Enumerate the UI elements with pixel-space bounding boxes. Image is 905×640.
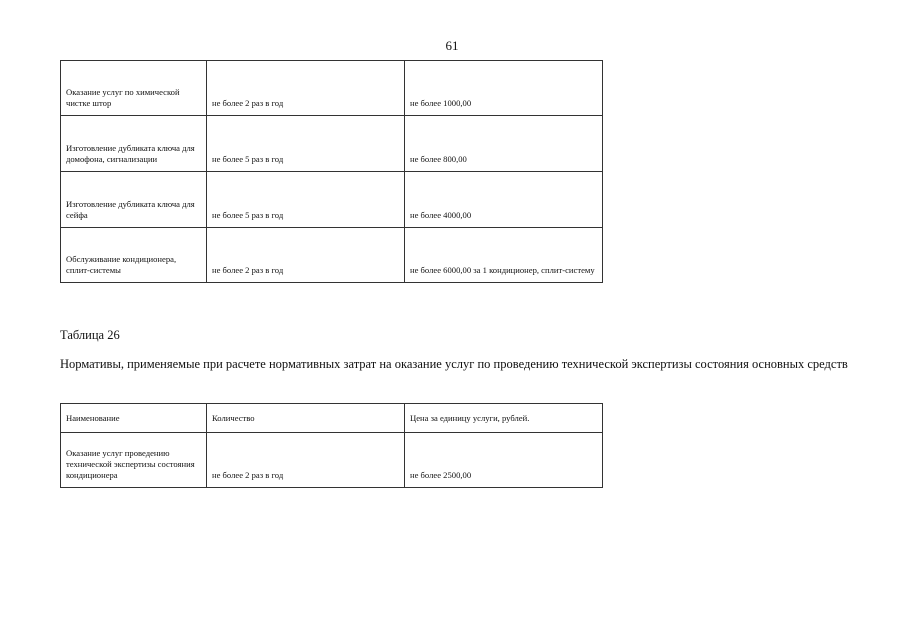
price-cell: не более 4000,00 [405,172,603,228]
service-name-cell: Оказание услуг по химической чистке штор [61,61,207,116]
services-table-continued [60,60,603,283]
price-cell: не более 2500,00 [405,433,603,488]
technical-expertise-table [60,403,603,488]
service-name-cell: Изготовление дубликата ключа для сейфа [61,172,207,228]
table-caption: Нормативы, применяемые при расчете нормативных затрат на оказание услуг по проведению технической экспертизы состояния основных средств [60,357,848,371]
service-name-cell: Обслуживание кондиционера, сплит-системы [61,228,207,283]
service-name-cell: Оказание услуг проведению технической экспертизы состояния кондиционера [61,433,207,488]
price-cell: не более 1000,00 [405,61,603,116]
header-price: Цена за единицу услуги, рублей. [405,404,603,433]
table-row [61,433,603,488]
quantity-cell: не более 2 раз в год [207,433,405,488]
quantity-cell: не более 2 раз в год [207,61,405,116]
price-cell: не более 6000,00 за 1 кондиционер, сплит-систему [405,228,603,283]
quantity-cell: не более 5 раз в год [207,172,405,228]
table-row [61,228,603,283]
table-label: Таблица 26 [60,328,120,342]
quantity-cell: не более 5 раз в год [207,116,405,172]
table-row [61,61,603,116]
price-cell: не более 800,00 [405,116,603,172]
table-row [61,116,603,172]
table-header-row [61,404,603,433]
page-number: 61 [445,38,459,53]
header-quantity: Количество [207,404,405,433]
header-name: Наименование [61,404,207,433]
quantity-cell: не более 2 раз в год [207,228,405,283]
table-row [61,172,603,228]
service-name-cell: Изготовление дубликата ключа для домофона, сигнализации [61,116,207,172]
